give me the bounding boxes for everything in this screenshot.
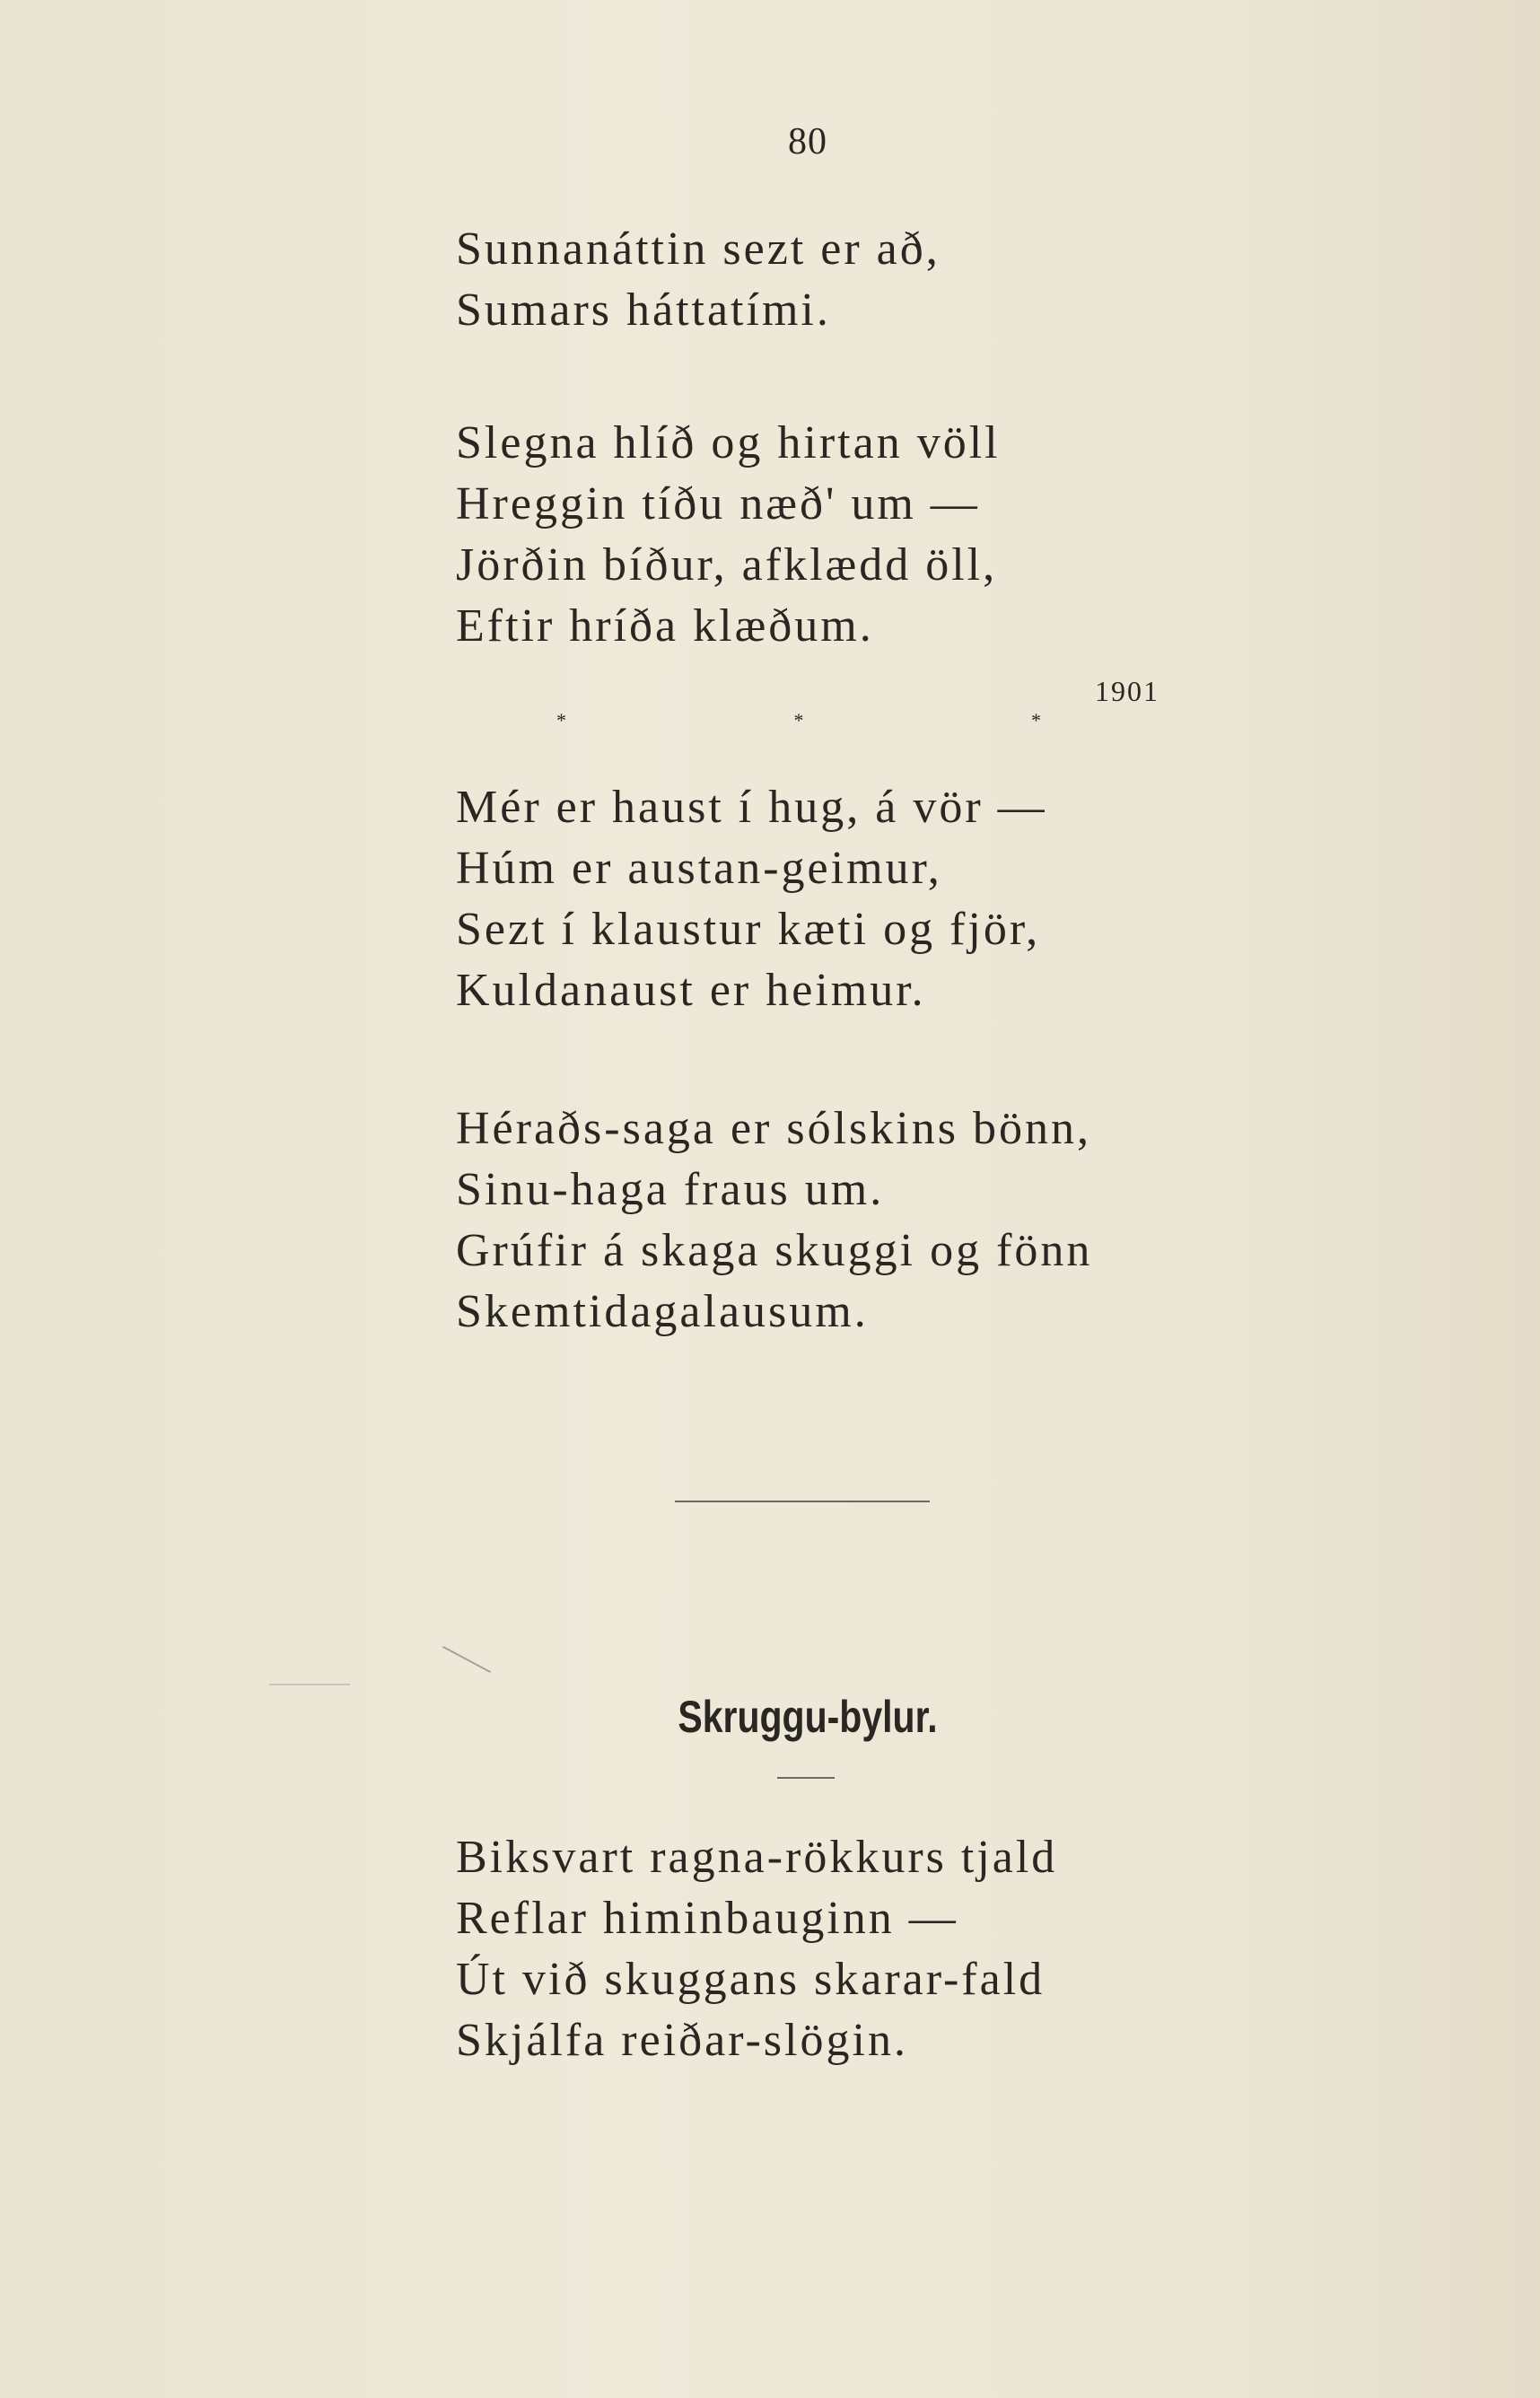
poem2-stanza2 xyxy=(456,1098,1264,1343)
poem1-stanza1 xyxy=(456,219,1264,341)
verse-line: Sunnanáttin sezt er að, xyxy=(456,223,941,275)
star-ornament: * xyxy=(793,709,804,731)
verse-line: Húm er austan-geimur, xyxy=(456,843,942,894)
verse-line: Hreggin tíðu næð' um — xyxy=(456,478,980,529)
verse-line: Grúfir á skaga skuggi og fönn xyxy=(456,1225,1093,1276)
poem-title: Skruggu-bylur. xyxy=(678,1692,938,1742)
star-ornament: * xyxy=(556,709,566,731)
verse-line: Sumars háttatími. xyxy=(456,284,831,336)
verse-line: Slegna hlíð og hirtan völl xyxy=(456,417,1001,468)
verse-line: Biksvart ragna-rökkurs tjald xyxy=(456,1832,1058,1883)
verse-line: Mér er haust í hug, á vör — xyxy=(456,782,1047,833)
verse-line: Út við skuggans skarar-fald xyxy=(456,1954,1046,2005)
print-speck xyxy=(269,1684,350,1685)
section-divider xyxy=(675,1501,930,1502)
verse-line: Reflar himinbauginn — xyxy=(456,1893,958,1944)
poem-year: 1901 xyxy=(1095,675,1159,707)
verse-line: Kuldanaust er heimur. xyxy=(456,965,926,1016)
poem1-stanza2 xyxy=(456,413,1264,657)
verse-line: Sinu-haga fraus um. xyxy=(456,1164,885,1215)
print-speck xyxy=(442,1646,491,1673)
title-underline xyxy=(777,1777,835,1779)
star-ornament: * xyxy=(1031,709,1041,731)
page-number: 80 xyxy=(788,121,827,162)
verse-line: Eftir hríða klæðum. xyxy=(456,600,874,652)
verse-line: Sezt í klaustur kæti og fjör, xyxy=(456,904,1041,955)
verse-line: Jörðin bíður, afklædd öll, xyxy=(456,539,998,591)
section-separator-stars xyxy=(556,709,1041,732)
verse-line: Skemtidagalausum. xyxy=(456,1286,869,1337)
poem2-stanza1 xyxy=(456,777,1264,1021)
verse-line: Héraðs-saga er sólskins bönn, xyxy=(456,1103,1091,1154)
verse-line: Skjálfa reiðar-slögin. xyxy=(456,2015,908,2066)
poem3-stanza1 xyxy=(456,1827,1264,2071)
